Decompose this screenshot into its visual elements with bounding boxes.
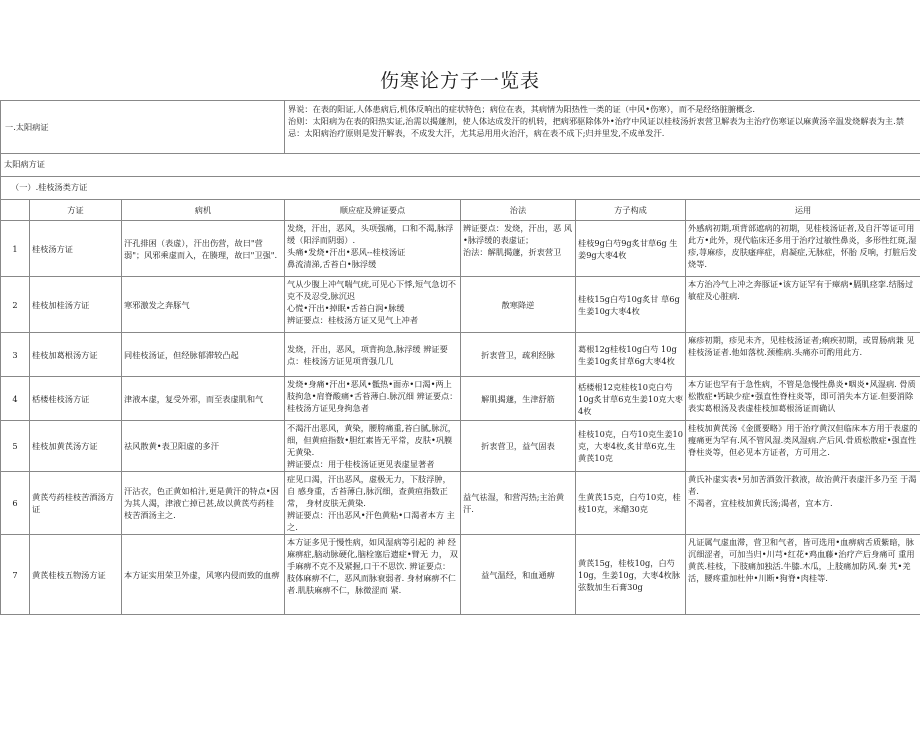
- row-method: 益气祛湿，和营泻热;主治黄汗.: [461, 472, 576, 535]
- subsection-row: [1, 154, 920, 177]
- row-indication: 发烧，汗出，恶风，头项强痛，口和不渴,脉浮缓（阳浮而阴弱）. 头痛•发烧•汗出•恶风--桂枝汤证 鼻流清涕,舌苔白•脉浮缓: [285, 221, 461, 277]
- row-number: 2: [1, 277, 30, 333]
- row-formula-name: 桂枝加黄芪汤方证: [30, 421, 122, 472]
- row-method: 解肌揭蘧，生津舒筋: [461, 377, 576, 421]
- row-usage: 麻疹初期，疹见未齐，见桂枝汤证者;痢疾初期，或胃肠病兼 见桂枝汤证者.他如落枕.颈椎病.头痛亦可酌用此方.: [686, 333, 920, 377]
- header-row: [1, 200, 920, 221]
- row-method: 益气温经，和血通痹: [461, 535, 576, 615]
- table-row: [1, 535, 920, 615]
- header-no: [1, 200, 30, 221]
- table-row: [1, 421, 920, 472]
- section-row: [1, 101, 920, 154]
- row-usage: 桂枝加黄芪汤《金匮要略》用于治疗黄汉但临床本方用于表虚的瘦痛更为罕有.风不管风湿.类风湿病.产后风.骨质松散症•强直性脊柱炎等，但必见本方证者，方可用之.: [686, 421, 920, 472]
- document-title: 伤寒论方子一览表: [379, 70, 540, 92]
- table-row: [1, 472, 920, 535]
- row-composition: 黄芪15g，桂枝10g，白芍10g，生姜10g，大枣4枚脉弦数加生石膏30g: [576, 535, 686, 615]
- section-description: [285, 101, 920, 154]
- row-composition: 葛根12g桂枝10g白芍 10g生姜10g炙甘草6g大枣4枚: [576, 333, 686, 377]
- row-mechanism: 津液本虚，复受外邪，而至表虚肌和气: [122, 377, 285, 421]
- group-row: [1, 177, 920, 200]
- row-indication: 症见口渴，汗出恶风，虚极无力，下肢浮肿，自 感身重，舌苔薄白,脉沉细，查黄疸指数正常， 身材皮肤无黄染. 辨证要点：汗出恶风•汗色黄粘•口渴者本方 主之.: [285, 472, 461, 535]
- row-number: 1: [1, 221, 30, 277]
- row-usage: 黄氏补虚实表•另加苦酒敛汗救液，故治黄汗表虚汗多乃至 于渴者. 不渴者，宜桂枝加黄氏汤;渴者，宜本方.: [686, 472, 920, 535]
- row-number: 6: [1, 472, 30, 535]
- row-indication: 发烧•身痛•汗出•恶风•骶热•面赤•口渴•两上 肢拘急•肩脊酸痛•舌苔薄白.脉沉细 辨证要点：桂枝汤方证见身拘急者: [285, 377, 461, 421]
- row-mechanism: 汗沾衣，色正黄如柏汁,更是黄汗的特点•因为其人渴，津液亡掉已甚,故以黄芪芍药桂枝苦酒汤主之.: [122, 472, 285, 535]
- row-composition: 生黄芪15克，白芍10克，桂枝10克，米醋30克: [576, 472, 686, 535]
- row-formula-name: 桂枝加桂汤方证: [30, 277, 122, 333]
- row-method: 散寒降逆: [461, 277, 576, 333]
- row-formula-name: 黄芪桂枝五物汤方证: [30, 535, 122, 615]
- row-number: 4: [1, 377, 30, 421]
- header-mechanism: 病机: [122, 200, 285, 221]
- subsection-title: 太阳病方证: [1, 154, 920, 177]
- row-indication: 不渴汗出恶风，黄染，腰胯痛重,苔白腻,脉沉，细，但黄疸指数•胆红素皆无平常，皮肤•巩膜 无黄染. 辨证要点：用于桂枝汤证更见表虚显著者: [285, 421, 461, 472]
- row-composition: 栝楼根12克桂枝10克白芍10g炙甘草6克生姜10克大枣4枚: [576, 377, 686, 421]
- header-composition: 方子构成: [576, 200, 686, 221]
- section-name: 一.太阳病证: [1, 101, 285, 154]
- row-formula-name: 黄芪芍药桂枝苦酒汤方证: [30, 472, 122, 535]
- row-mechanism: 本方证实用荣卫外虚，风寒内侵而致的血痹: [122, 535, 285, 615]
- row-usage: 凡证属气虚血滞，营卫和气者，皆可选用•血痹病舌质紫暗，脉沉细涩者，可加当归•川芎•红花•鸡血藤•治疗产后身痛可 重用黄芪.桂枝，下肢痛加独活.牛膝.木瓜，上肢痛加防风.秦 艽•羌活，腰疼重加杜仲•川断•狗脊•肉桂等.: [686, 535, 920, 615]
- row-composition: 桂枝9g白芍9g炙甘草6g 生姜9g大枣4枚: [576, 221, 686, 277]
- row-mechanism: 祛风散黄•表卫阳虚的多汗: [122, 421, 285, 472]
- header-formula-name: 方证: [30, 200, 122, 221]
- row-usage: 本方治冷气上冲之奔豚证•该方证罕有于瘴病•膈肌痉挛.结肠过敏症及心脏病.: [686, 277, 920, 333]
- group-title: （一）.桂枝汤类方证: [1, 177, 920, 200]
- row-mechanism: 寒邪激发之奔豚气: [122, 277, 285, 333]
- row-method: 折衷营卫，疏利经脉: [461, 333, 576, 377]
- table-row: [1, 221, 920, 277]
- row-number: 5: [1, 421, 30, 472]
- header-method: 治法: [461, 200, 576, 221]
- row-formula-name: 栝楼桂枝汤方证: [30, 377, 122, 421]
- row-method: 辨证要点：发烧，汗出，恶 风•脉浮缓的表虚证； 治法：解肌揭蘧，折衷营卫: [461, 221, 576, 277]
- row-mechanism: 同桂枝汤证，但经脉郁滞较凸起: [122, 333, 285, 377]
- header-indication: 顺应症及辨证要点: [285, 200, 461, 221]
- row-formula-name: 桂枝加葛根汤方证: [30, 333, 122, 377]
- header-usage: 运用: [686, 200, 920, 221]
- row-formula-name: 桂枝汤方证: [30, 221, 122, 277]
- section-definition: 界说：在表的阳证,人体患病后,机体反响出的症状特色；病位在表，其病情为阳热性一类的证（中风•伤寒），而不是经络脏腑概念.: [288, 104, 756, 114]
- row-indication: 发烧，汗出，恶风，项背拘急,脉浮缓 辨证要点：桂枝汤方证见项背强几几: [285, 333, 461, 377]
- row-method: 折衷营卫，益气固表: [461, 421, 576, 472]
- row-composition: 桂枝15g白芍10g炙甘 草6g生姜10g大枣4枚: [576, 277, 686, 333]
- section-treatment: 治则：太阳病为在表的阳热实证,治需以揭蘧剂，使人体达成发汗的机转，把病邪驱除体外•治疗中风证以桂枝汤折衷营卫解表为主治疗伤寒证以麻黄汤辛温发烧解表为主.禁忌：太阳病治疗原则是发汗解表，不成发大汗，尤其忌用用火治汗，病在表不成下;归并里发,不成单发汗.: [288, 116, 904, 138]
- row-number: 3: [1, 333, 30, 377]
- table-row: [1, 277, 920, 333]
- row-composition: 桂枝10克，白芍10克生姜10克，大枣4枚,炙甘草6克,生黄芪10克: [576, 421, 686, 472]
- row-indication: 本方证多见于慢性病，如风湿病等引起的 神 经麻痹症,脑动脉硬化,脑栓塞后遗症•臂无 力， 双手麻痹不克不及紧握,口干不思饮. 辨证要点：肢体麻痹不仁，恶风而脉衰弱者. 身材麻痹不仁者.肌肤麻痹不仁，脉微涩而 紧.: [285, 535, 461, 615]
- row-indication: 气从少腹上冲气喘气疣,可见心下悸,短气急切不克不及忍受,脉沉迟 心慌•汗出•掉眠•舌苔白润•脉缓 辨证要点：桂枝汤方证又见气上冲者: [285, 277, 461, 333]
- row-mechanism: 汗孔排困（表虚），汗出伤营，故曰"营弱"；风邪乘虚而入，在腠理，故曰"卫强".: [122, 221, 285, 277]
- table-row: [1, 333, 920, 377]
- formula-table: [0, 100, 920, 615]
- row-usage: 本方证也罕有于急性病，不管是急慢性鼻炎•咽炎•风湿病. 骨质松散症•钙缺少症•强直性脊柱炎等，即可消失本方证.但要消除表实葛根汤及表虚桂枝加葛根汤证而确认: [686, 377, 920, 421]
- table-row: [1, 377, 920, 421]
- row-number: 7: [1, 535, 30, 615]
- row-usage: 外感病初期,项背部遮病的初期，见桂枝汤证者,及自汗等证可用此方•此外，现代临床还多用于治疗过敏性鼻炎，多形性红斑,湿疹,荨麻疹，皮肤瘙痒症，肩凝症,无脉症，怀胎 反响，打脏后发烧等.: [686, 221, 920, 277]
